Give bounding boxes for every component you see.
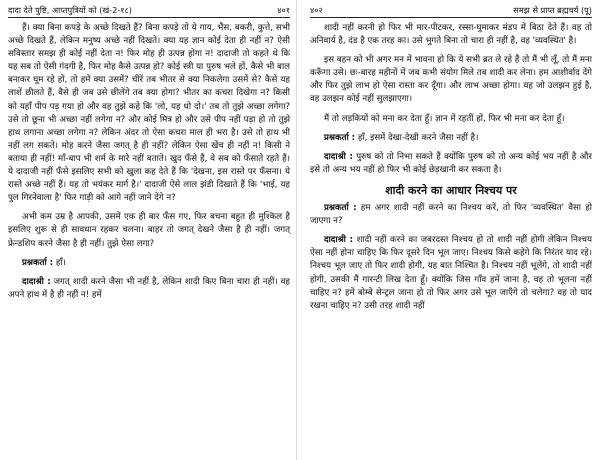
speaker-label: दादाश्री :: [324, 235, 354, 246]
dialogue-text: पुरुष को तो निभा सकते हैं क्योंकि पुरुष को तो अन्य कोई भय नहीं है और इसे तो अन्य भय नहीं हो फिर भी कोई छेड़खानी कर सकता है।: [310, 151, 592, 175]
dialogue-paragraph: [8, 257, 290, 270]
speaker-label: प्रश्नकर्ता :: [324, 132, 356, 143]
left-page-body: [8, 22, 290, 302]
body-paragraph: मैं तो लड़कियों को मना कर देता हूँ। ज्ञान में रहतीं हों, फिर भी मना कर देता हूँ।: [324, 113, 565, 124]
speaker-label: प्रश्नकर्ता :: [324, 203, 357, 214]
body-paragraph: इस बहन को भी अगर मन में भावना हो कि ये सभी ब्रत ले रहे हैं तो मैं भी लूँ, तो मैं मना करूँगा उसे। छः-बारह महीनों में जब कभी संयोग मिले तब शादी कर लेना। हम आशीर्वाद देंगे और फिर तुझे लाभ हो ऐसा रास्ता कर दूँगा। और लाभ अच्छा होगा। यह जो उलझन हुई है, वह उलझन कोई नहीं सुलझाएगा।: [310, 55, 592, 105]
right-page-body: [310, 22, 592, 313]
dialogue-paragraph: [310, 132, 592, 145]
speaker-label: दादाश्री :: [324, 151, 353, 162]
right-running-title: समझ से प्राप्त ब्रह्मचर्य (पू): [513, 4, 592, 15]
left-page-number: ४०१: [277, 4, 290, 15]
speaker-label: प्रश्नकर्ता :: [22, 257, 54, 268]
dialogue-paragraph: [8, 276, 290, 302]
dialogue-text: हम अगर शादी नहीं करने का निश्चय करें, तो फिर 'व्यवस्थित' वैसा हो जाएगा न?: [310, 203, 592, 227]
left-page: [8, 0, 296, 460]
dialogue-text: शादी नहीं करने का जबरदस्त निश्चय हो तो शादी नहीं होगी लेकिन निश्चय ऐसा नहीं होना चाहिए कि फिर दूसरे दिन भूल जाए। निश्चय किसे कहेंगे कि निरंतर याद रहे। निश्चय भूल जाए तो फिर शादी होगी, यह बात निश्चित है। निश्चय नहीं भूलेंगे, तो शादी नहीं होगी, उसकी मैं गारन्टी लिख देता हूँ। क्योंकि जिस गाँव हमें जाना है, वह तो भूलना नहीं चाहिए न? हमें बोम्बे सेन्ट्रल जाना हो तो फिर अगर उसे भूल जाएँगे तो चलेगा? वह तो याद रखना चाहिए न? उसी तरह शादी नहीं: [310, 235, 592, 311]
right-page-header: [310, 0, 592, 18]
dialogue-text: हाँ, इसमें देखा-देखी करने जैसा नहीं है।: [355, 132, 479, 143]
left-running-title: दादा देते पुष्टि, आप्तपुत्रियों को (खं-2-१८): [8, 4, 132, 15]
left-page-header: [8, 0, 290, 18]
body-paragraph: अभी कम उम्र है आपकी, उसमें एक ही बार फँस गए, फिर बचना बहुत ही मुश्किल है इसलिए शुरू से ही सावधान रहकर चलना। बाहर तो जगत् देखने जैसा है ही नहीं। जगत् फ्रेन्डशिप करने जैसा है ही नहीं। तुझे ऐसा लगा?: [8, 212, 290, 249]
right-page-number: ४०२: [310, 4, 323, 15]
dialogue-text: हाँ।: [53, 257, 66, 268]
dialogue-text: जगत् शादी करने जैसा भी नहीं है, लेकिन शादी किए बिना चारा ही नहीं। वह अपने हाथ में है ही नहीं न! हमें: [8, 276, 290, 300]
dialogue-paragraph: [310, 202, 592, 228]
dialogue-paragraph: [310, 151, 592, 177]
body-paragraph: शादी नहीं करनी हो फिर भी मार-पीटकर, रस्सा-घुमाकर मंडप में बिठा देते हैं। वह तो अनिवार्य है, दंड है एक तरह का। उसे भुगते बिना तो चारा ही नहीं है, वह 'व्यवस्थित' है।: [310, 23, 592, 47]
speaker-label: दादाश्री :: [22, 276, 51, 287]
dialogue-paragraph: [310, 234, 592, 313]
book-gutter: [296, 0, 297, 460]
body-paragraph: हैं। क्या बिना कपड़े के अच्छे दिखते हैं? बिना कपड़े तो ये गाय, भैंस, बकरी, कुत्ते, सभी अच्छे दिखते हैं, लेकिन मनुष्य अच्छे नहीं दिखते। क्या यह ज्ञान कोई देता ही नहीं न? ऐसी सविस्तार समझ ही कोई नहीं देता न! फिर मोह ही उत्पन्न होगा न! दादाजी तो कहते थे कि यह सब तो ऐसी गंदगी है, फिर मोह कैसे उत्पन्न हो? कोई स्त्री या पुरुष भले हों, कैसे भी बाल बनाकर घूम रहे हों, तो हमें क्या उसमें? चीरें तब भीतर से क्या निकलेगा उसमें से? कैसे यह लाशें छीलते हैं, वैसे ही जब उसे छीलेंगे तब क्या होगा? भीतर का कचरा दिखेगा न? किसी को यहाँ पीप पड़ गया हो और वह तुझे कहे कि 'लो, यह धो दो।' तब तो तुझे अच्छा लगेगा? उसे तो छूना भी अच्छा नहीं लगेगा न? और कोई मित्र हो और उसे पीप नहीं पड़ा हो तो तुझे हाथ लगाना अच्छा लगेगा न? लेकिन अंदर तो ऐसा कचरा माल ही भरा है। उसे तो हाथ भी नहीं लग सकते। मोह करने जैसा जगत् है ही नहीं? लेकिन ऐसा खेंच ही नहीं न! किसी ने बताया ही नहीं! माँ-बाप भी शर्म के मारे नहीं बताते। खुद फँसे हैं, वे सब को फँसाते रहते हैं। ये दादाजी नहीं फँसे इसलिए सभी को खुला कह देते हैं कि 'देखना, इस रास्ते पर फँसना। ये रास्ते अच्छे नहीं हैं। यह तो भयंकर मार्ग है।' दादाजी ऐसे लाल झंडी दिखाते हैं कि 'भाई, यह पुल गिरनेवाला है' फिर गाड़ी को आगे नहीं जाने देंगे न?: [8, 23, 290, 204]
right-page: [304, 0, 592, 460]
section-heading: शादी करने का आधार निश्चय पर: [385, 183, 517, 197]
